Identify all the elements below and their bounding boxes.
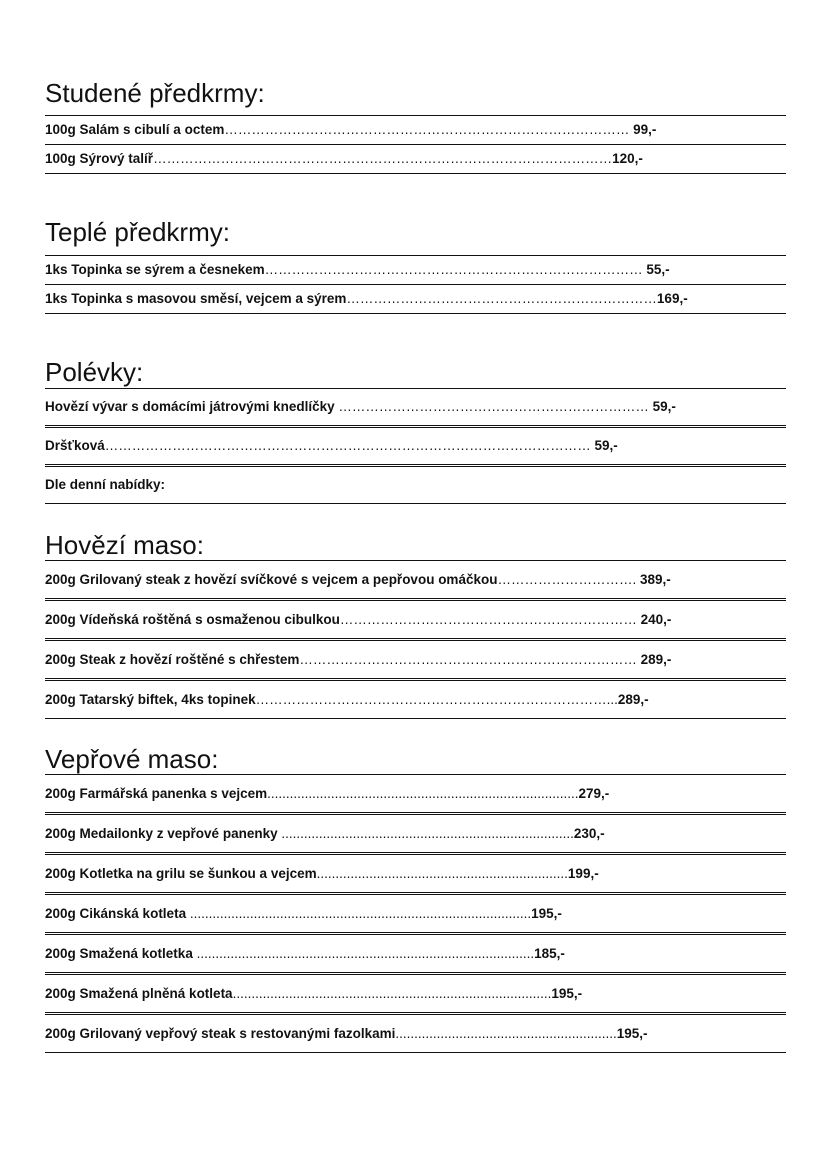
leader-dots: ................................................................... bbox=[316, 866, 568, 881]
divider bbox=[45, 1052, 786, 1053]
item-price: 59,- bbox=[648, 399, 676, 414]
item-name: 200g Steak z hovězí roštěné s chřestem bbox=[45, 652, 300, 667]
menu-item bbox=[45, 815, 786, 852]
section-soups bbox=[45, 357, 786, 504]
leader-dots: …………………………………………………………… bbox=[338, 399, 649, 414]
item-price: 389,- bbox=[636, 572, 671, 587]
menu-item bbox=[45, 467, 786, 503]
item-name: Hovězí vývar s domácími játrovými knedlíčky bbox=[45, 399, 339, 414]
section-title: Teplé předkrmy: bbox=[45, 217, 230, 247]
leader-dots: ……………………………………………………………………... bbox=[255, 692, 618, 707]
menu-item bbox=[45, 389, 786, 425]
leader-dots: ………………………………………………………………………… bbox=[264, 262, 643, 277]
item-price: 230,- bbox=[573, 826, 605, 841]
menu-item bbox=[45, 935, 786, 972]
item-name: 200g Grilovaný vepřový steak s restovanými fazolkami bbox=[45, 1026, 396, 1041]
divider bbox=[45, 173, 786, 174]
item-name: 200g Medailonky z vepřové panenky bbox=[45, 826, 282, 841]
item-name: 100g Salám s cibulí a octem bbox=[45, 122, 225, 137]
leader-dots: ..................................................................................... bbox=[232, 986, 552, 1001]
menu-item bbox=[45, 601, 786, 638]
item-price: 195,- bbox=[551, 986, 583, 1001]
menu-item bbox=[45, 116, 786, 144]
leader-dots: ........................................................................................... bbox=[189, 906, 532, 921]
section-title: Vepřové maso: bbox=[45, 744, 219, 774]
section-pork bbox=[45, 744, 786, 1053]
menu-item bbox=[45, 145, 786, 173]
item-price: 199,- bbox=[567, 866, 599, 881]
item-price: 59,- bbox=[590, 438, 618, 453]
section-cold-starters bbox=[45, 78, 786, 174]
menu-item bbox=[45, 641, 786, 678]
item-name: 200g Kotletka na grilu se šunkou a vejcem bbox=[45, 866, 317, 881]
item-name: 200g Grilovaný steak z hovězí svíčkové s vejcem a pepřovou omáčkou bbox=[45, 572, 498, 587]
leader-dots: ……………………………………………………………………………… bbox=[224, 122, 630, 137]
leader-dots: …………………………………………………………… bbox=[346, 291, 657, 306]
item-price: 169,- bbox=[656, 291, 688, 306]
section-title: Studené předkrmy: bbox=[45, 78, 265, 108]
leader-dots: .............................................................................. bbox=[281, 826, 574, 841]
leader-dots: ................................................................................... bbox=[267, 786, 579, 801]
menu-item bbox=[45, 256, 786, 284]
leader-dots: ………………………………………………………………… bbox=[299, 652, 637, 667]
leader-dots: ……………………………………………………………………………………………… bbox=[104, 438, 591, 453]
section-warm-starters bbox=[45, 217, 786, 314]
item-price: 289,- bbox=[617, 692, 649, 707]
item-name: 200g Vídeňská roštěná s osmaženou cibulkou bbox=[45, 612, 340, 627]
menu-item bbox=[45, 855, 786, 892]
item-price: 99,- bbox=[629, 122, 657, 137]
menu-item bbox=[45, 895, 786, 932]
item-name: 200g Cikánská kotleta bbox=[45, 906, 190, 921]
menu-item bbox=[45, 428, 786, 464]
item-name: 200g Farmářská panenka s vejcem bbox=[45, 786, 268, 801]
leader-dots: …………………………. bbox=[497, 572, 637, 587]
item-name: Dršťková bbox=[45, 438, 105, 453]
menu-item bbox=[45, 681, 786, 718]
item-price: 240,- bbox=[636, 612, 672, 627]
item-name: 200g Smažená plněná kotleta bbox=[45, 986, 233, 1001]
item-price: 120,- bbox=[612, 151, 643, 166]
item-name: 200g Tatarský biftek, 4ks topinek bbox=[45, 692, 256, 707]
item-name: 1ks Topinka s masovou směsí, vejcem a sýrem bbox=[45, 291, 347, 306]
item-name: 200g Smažená kotletka bbox=[45, 946, 197, 961]
item-price: 195,- bbox=[616, 1026, 648, 1041]
leader-dots: ………………………………………………………… bbox=[339, 612, 637, 627]
item-name: 100g Sýrový talíř bbox=[45, 151, 154, 166]
divider bbox=[45, 503, 786, 504]
item-price: 195,- bbox=[531, 906, 562, 921]
item-price: 289,- bbox=[636, 652, 672, 667]
divider bbox=[45, 718, 786, 719]
leader-dots: .......................................................................................... bbox=[196, 946, 535, 961]
menu-item bbox=[45, 1015, 786, 1052]
menu-item bbox=[45, 975, 786, 1012]
menu-item bbox=[45, 775, 786, 812]
item-price: 185,- bbox=[534, 946, 565, 961]
section-title: Polévky: bbox=[45, 357, 144, 387]
menu-item bbox=[45, 285, 786, 313]
item-name: Dle denní nabídky: bbox=[45, 477, 166, 492]
item-price: 279,- bbox=[578, 786, 610, 801]
leader-dots: ………………………………………………………………………………………… bbox=[153, 151, 613, 166]
section-title: Hovězí maso: bbox=[45, 530, 204, 560]
menu-item bbox=[45, 561, 786, 598]
divider bbox=[45, 313, 786, 314]
section-beef bbox=[45, 530, 786, 719]
leader-dots: ........................................................... bbox=[395, 1026, 617, 1041]
item-price: 55,- bbox=[642, 262, 670, 277]
item-name: 1ks Topinka se sýrem a česnekem bbox=[45, 262, 265, 277]
